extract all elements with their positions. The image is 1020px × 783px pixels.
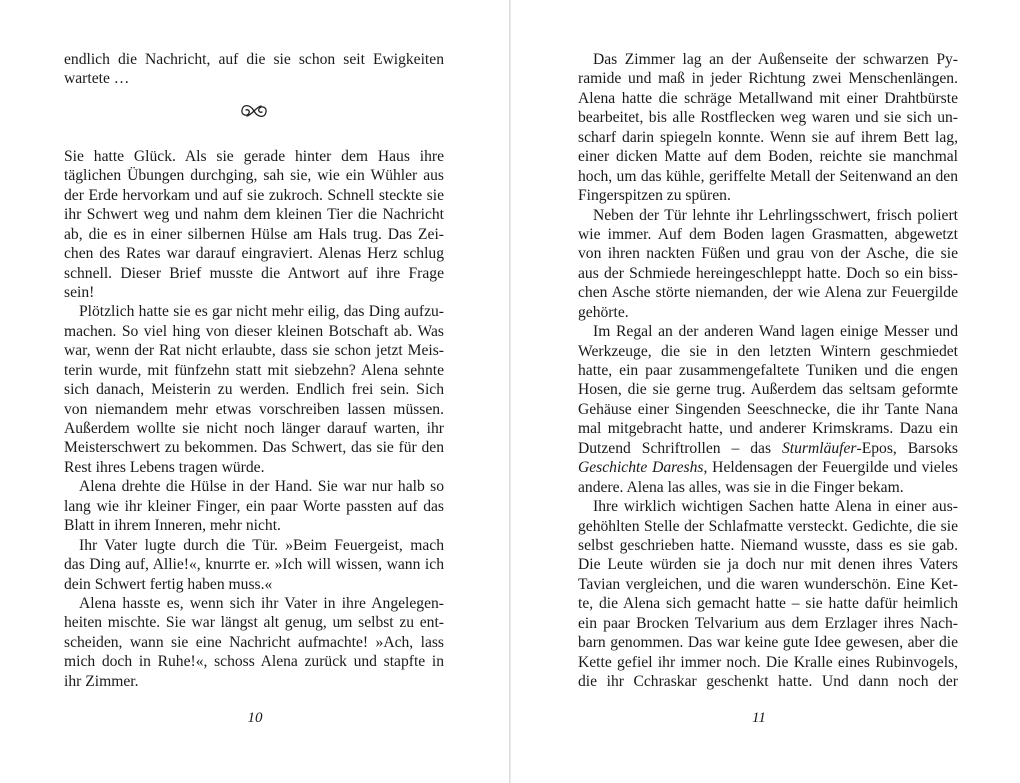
text-line: ein paar Brocken Telvarium aus dem Erzlager ihres Nach- [578,614,958,632]
text-line [578,458,958,477]
text-line: wie immer. Auf dem Boden lagen Grasmatten, abgewetzt [578,225,958,243]
text-line: einer dicken Matte auf dem Boden, reichte sie manchmal [578,148,958,166]
text-line: hoch, um das kühle, geriffelte Metall der Seitenwand an den [578,167,958,185]
text-line: aus der Schmiede hereingeschleppt hatte. Doch so ein biss- [578,264,958,282]
text-line: Alena hatte die schräge Metallwand mit einer Drahtbürste [578,89,958,107]
right-page-text [578,50,958,691]
text-line: gehörte. [578,303,629,321]
text-line: wartete … [64,70,130,88]
text-line: ab, die es in einer silbernen Hülse am Hals trug. Das Zei- [64,225,444,243]
left-page [0,0,509,783]
text-line: der Erde hervorkam und auf sie zukroch. Schnell steckte sie [64,186,444,204]
text-line: Ihr Vater lugte durch die Tür. »Beim Feuergeist, mach [79,536,444,554]
text-line: ihr Schwert weg und nahm dem kleinen Tier die Nachricht [64,206,444,224]
text-line: bearbeitet, bis alle Rostflecken weg waren und sie sich un- [578,109,958,127]
text-line: Außerdem wollte sie nicht noch länger darauf warten, ihr [64,420,444,437]
text-line: schnell. Dieser Brief musste die Antwort auf ihre Frage [64,264,444,282]
text-line: mich doch in Ruhe!«, schoss Alena zurück und stapfte in [64,653,444,671]
text-line: Neben der Tür lehnte ihr Lehrlingsschwert, frisch poliert [593,206,958,224]
text-line: Gehäuse einer Singenden Seeschnecke, die ihr Tante Nana [578,400,958,418]
text-line: scharf darin spiegeln konnte. Wenn sie auf ihrem Bett lag, [578,128,958,146]
text-line: gehöhlten Stelle der Schlafmatte versteckt. Gedichte, die sie [578,517,958,535]
text-line: die ihr Cchraskar geschenkt hatte. Und dann noch der [578,673,958,690]
text-line: Alena hasste es, wenn sich ihr Vater in ihre Angelegen- [79,594,444,612]
text-line: sich danach, Meisterin zu werden. Endlich frei sein. Sich [64,381,444,399]
text-line: Rest ihres Lebens tragen würde. [64,458,265,476]
text-line: täglichen Übungen durchging, sah sie, wie ein Wühler aus [64,167,444,185]
text-line: mal mitgebracht hatte, und anderer Krimskrams. Dazu ein [578,420,958,438]
left-page-text [64,50,444,691]
book-title-sturmlaeufer: Sturmläufer [782,439,857,457]
text-line: Ihre wirklich wichtigen Sachen hatte Alena in einer aus- [593,498,958,516]
text-line: Das Zimmer lag an der Außenseite der schwarzen Py- [593,51,958,68]
text-line: chen des Rates war darauf eingraviert. Alenas Herz schlug [64,245,444,263]
section-break-ornament-icon [64,89,444,147]
text-line: Meisterschwert zu bekommen. Das Schwert, das sie für den [64,439,444,457]
text-line: ramide und maß in jeder Richtung zwei Menschenlängen. [578,70,958,88]
text-line: scheiden, wann sie eine Nachricht aufmachte! »Ach, lass [64,633,444,651]
text-line: machen. So viel hing von dieser kleinen Botschaft ab. Was [64,322,444,340]
text-line: Hosen, die sie gerne trug. Außerdem das seltsam geformte [578,381,958,399]
text-line: lang wie ihr kleiner Finger, ein paar Worte passten auf das [64,497,444,515]
text-line: chen Asche störte niemanden, der wie Alena zur Feuergilde [578,284,958,302]
text-segment: Dutzend Schriftrollen – das [578,439,782,457]
text-line: Werkzeuge, die sie in den letzten Wintern geschmiedet [578,342,958,360]
text-line: von niemandem mehr etwas vorschreiben lassen müssen. [64,400,444,418]
text-line: von ihren nackten Füßen und grau von der Asche, die sie [578,245,958,263]
text-line: heiten mischte. Sie war längst alt genug, um selbst zu ent- [64,614,444,632]
text-line: barn genommen. Das war keine gute Idee gewesen, aber die [578,634,958,652]
text-line: terin wurde, mit fünfzehn statt mit siebzehn? Alena sehnte [64,361,444,379]
text-line: Plötzlich hatte sie es gar nicht mehr eilig, das Ding aufzu- [79,303,444,321]
text-line [578,439,958,458]
text-line: Kette gefiel ihr immer noch. Die Kralle eines Rubinvogels, [578,653,958,671]
text-line: war, wenn der Rat nicht erlaubte, dass sie schon jetzt Meis- [64,342,444,360]
text-line: hatte, ein paar zusammengefaltete Tuniken und die engen [578,362,958,379]
text-line: das Ding auf, Allie!«, knurrte er. »Ich will wissen, wann ich [64,556,444,574]
text-line: Alena drehte die Hülse in der Hand. Sie war nur halb so [79,478,444,496]
text-line: dein Schwert fertig haben muss.« [64,575,273,593]
text-line: Fingerspitzen zu spüren. [578,187,731,205]
page-number: 10 [247,710,263,726]
text-segment: , Heldensagen der Feuergilde und vieles [703,459,958,477]
text-segment: -Epos, Barsoks [856,439,958,457]
text-line: te, die Alena sich gemacht hatte – sie hatte dafür heimlich [578,595,958,613]
text-line: Im Regal an der anderen Wand lagen einige Messer und [593,323,958,341]
right-page [511,0,1020,783]
text-line: Sie hatte Glück. Als sie gerade hinter dem Haus ihre [64,147,444,165]
text-line: andere. Alena las alles, was sie in die Finger bekam. [578,478,904,496]
text-line: Tavian vergleichen, und die waren wunderschön. Eine Ket- [578,575,958,593]
text-line: ihr Zimmer. [64,672,139,690]
text-line: endlich die Nachricht, auf die sie schon seit Ewigkeiten [64,51,444,68]
page-number: 11 [752,710,766,726]
text-line: selbst geschrieben hatte. Niemand wusste, dass es sie gab. [578,536,958,554]
text-line: sein! [64,283,95,301]
book-title-geschichte-dareshs: Geschichte Dareshs [578,459,704,477]
text-line: Die Leute würden sie ja doch nur mit denen ihres Vaters [578,556,958,574]
text-line: Blatt in ihrem Inneren, mehr nicht. [64,517,281,535]
